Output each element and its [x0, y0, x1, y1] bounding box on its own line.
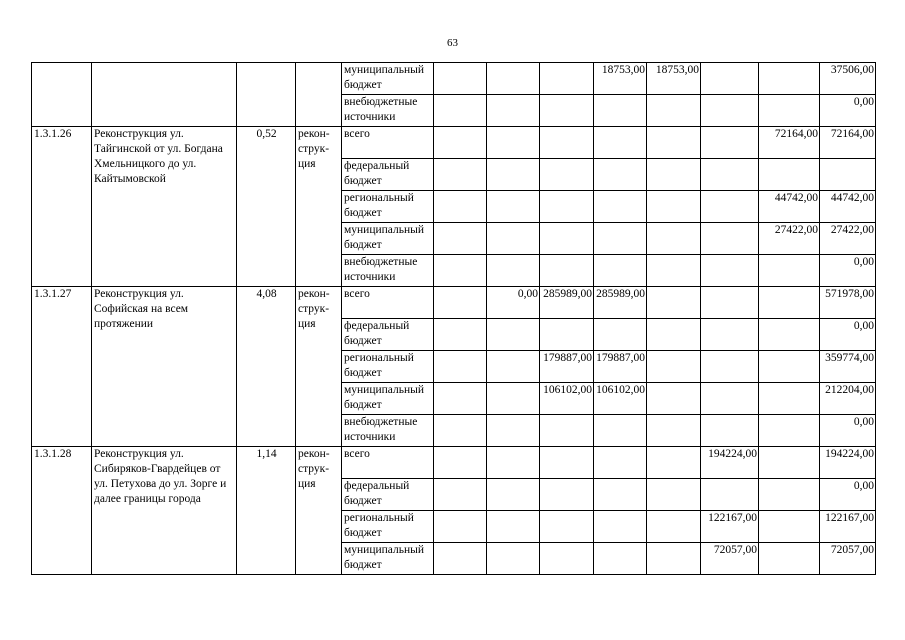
value-cell	[434, 479, 487, 511]
value-cell	[487, 511, 540, 543]
funding-source-cell: региональный бюджет	[342, 511, 434, 543]
value-cell	[434, 383, 487, 415]
value-cell: 18753,00	[647, 63, 701, 95]
value-cell	[701, 383, 759, 415]
funding-source-cell: муниципальный бюджет	[342, 543, 434, 575]
value-cell	[434, 415, 487, 447]
value-cell: 179887,00	[594, 351, 647, 383]
value-cell	[701, 415, 759, 447]
length-cell	[237, 63, 296, 127]
value-cell	[759, 447, 820, 479]
value-cell	[759, 319, 820, 351]
value-cell: 18753,00	[594, 63, 647, 95]
value-cell	[759, 255, 820, 287]
value-cell	[594, 511, 647, 543]
value-cell	[759, 351, 820, 383]
work-type-cell: рекон-струк-ция	[296, 447, 342, 575]
value-cell: 44742,00	[820, 191, 876, 223]
funding-source-cell: федеральный бюджет	[342, 479, 434, 511]
funding-source-cell: муниципальный бюджет	[342, 63, 434, 95]
value-cell	[434, 159, 487, 191]
value-cell	[701, 159, 759, 191]
value-cell: 37506,00	[820, 63, 876, 95]
value-cell	[540, 191, 594, 223]
table-row	[32, 127, 876, 159]
value-cell	[540, 127, 594, 159]
value-cell: 122167,00	[820, 511, 876, 543]
work-type-cell: рекон-струк-ция	[296, 287, 342, 447]
value-cell	[647, 383, 701, 415]
value-cell: 194224,00	[820, 447, 876, 479]
value-cell	[701, 319, 759, 351]
funding-source-cell: региональный бюджет	[342, 191, 434, 223]
value-cell	[647, 511, 701, 543]
value-cell: 72164,00	[759, 127, 820, 159]
value-cell: 571978,00	[820, 287, 876, 319]
value-cell	[759, 511, 820, 543]
length-cell: 0,52	[237, 127, 296, 287]
funding-source-cell: внебюджетные источники	[342, 415, 434, 447]
funding-source-cell: внебюджетные источники	[342, 95, 434, 127]
value-cell	[434, 95, 487, 127]
value-cell	[759, 479, 820, 511]
value-cell: 27422,00	[820, 223, 876, 255]
value-cell	[647, 479, 701, 511]
value-cell	[647, 447, 701, 479]
value-cell	[487, 479, 540, 511]
value-cell	[594, 95, 647, 127]
value-cell	[487, 383, 540, 415]
value-cell	[701, 479, 759, 511]
value-cell	[594, 319, 647, 351]
value-cell: 106102,00	[594, 383, 647, 415]
value-cell: 72057,00	[701, 543, 759, 575]
value-cell	[487, 447, 540, 479]
value-cell: 179887,00	[540, 351, 594, 383]
name-cell: Реконструкция ул. Сибиряков-Гвардейцев от ул. Петухова до ул. Зорге и далее границы города	[92, 447, 237, 575]
funding-source-cell: муниципальный бюджет	[342, 223, 434, 255]
value-cell: 285989,00	[540, 287, 594, 319]
value-cell	[594, 223, 647, 255]
value-cell	[701, 191, 759, 223]
value-cell	[701, 351, 759, 383]
value-cell	[487, 191, 540, 223]
value-cell	[487, 543, 540, 575]
value-cell	[594, 415, 647, 447]
value-cell	[540, 223, 594, 255]
value-cell	[594, 543, 647, 575]
value-cell	[759, 287, 820, 319]
name-cell: Реконструкция ул. Тайгинской от ул. Богдана Хмельницкого до ул. Кайтымовской	[92, 127, 237, 287]
value-cell: 0,00	[487, 287, 540, 319]
value-cell	[540, 95, 594, 127]
value-cell	[647, 351, 701, 383]
value-cell	[487, 351, 540, 383]
value-cell	[540, 255, 594, 287]
value-cell	[487, 159, 540, 191]
code-cell	[32, 63, 92, 127]
value-cell	[434, 319, 487, 351]
value-cell	[647, 543, 701, 575]
value-cell	[759, 383, 820, 415]
value-cell: 285989,00	[594, 287, 647, 319]
value-cell	[487, 127, 540, 159]
value-cell	[594, 447, 647, 479]
value-cell	[487, 223, 540, 255]
value-cell: 122167,00	[701, 511, 759, 543]
value-cell	[487, 415, 540, 447]
value-cell: 0,00	[820, 255, 876, 287]
value-cell	[594, 159, 647, 191]
value-cell	[701, 63, 759, 95]
value-cell	[647, 415, 701, 447]
value-cell	[701, 127, 759, 159]
value-cell	[487, 255, 540, 287]
value-cell	[647, 287, 701, 319]
value-cell	[540, 479, 594, 511]
length-cell: 4,08	[237, 287, 296, 447]
value-cell	[647, 191, 701, 223]
value-cell: 359774,00	[820, 351, 876, 383]
funding-source-cell: всего	[342, 127, 434, 159]
value-cell	[701, 255, 759, 287]
value-cell	[701, 287, 759, 319]
value-cell	[647, 255, 701, 287]
value-cell	[434, 511, 487, 543]
table-row	[32, 447, 876, 479]
name-cell: Реконструкция ул. Софийская на всем протяжении	[92, 287, 237, 447]
value-cell	[647, 319, 701, 351]
value-cell: 194224,00	[701, 447, 759, 479]
value-cell: 0,00	[820, 319, 876, 351]
page-number: 63	[447, 37, 458, 49]
value-cell: 72057,00	[820, 543, 876, 575]
value-cell	[594, 255, 647, 287]
value-cell: 27422,00	[759, 223, 820, 255]
value-cell	[701, 95, 759, 127]
value-cell	[647, 127, 701, 159]
value-cell	[540, 415, 594, 447]
value-cell	[594, 191, 647, 223]
value-cell: 44742,00	[759, 191, 820, 223]
value-cell	[487, 63, 540, 95]
value-cell	[540, 511, 594, 543]
value-cell	[594, 127, 647, 159]
code-cell: 1.3.1.27	[32, 287, 92, 447]
funding-source-cell: региональный бюджет	[342, 351, 434, 383]
funding-source-cell: всего	[342, 287, 434, 319]
value-cell	[820, 159, 876, 191]
value-cell	[701, 223, 759, 255]
value-cell	[647, 95, 701, 127]
funding-source-cell: внебюджетные источники	[342, 255, 434, 287]
value-cell	[540, 447, 594, 479]
value-cell: 72164,00	[820, 127, 876, 159]
work-type-cell: рекон-струк-ция	[296, 127, 342, 287]
value-cell	[434, 287, 487, 319]
value-cell	[434, 63, 487, 95]
value-cell	[434, 255, 487, 287]
value-cell	[759, 63, 820, 95]
value-cell	[434, 191, 487, 223]
value-cell	[434, 223, 487, 255]
value-cell	[759, 159, 820, 191]
value-cell	[759, 415, 820, 447]
value-cell	[647, 223, 701, 255]
value-cell	[540, 543, 594, 575]
value-cell: 0,00	[820, 415, 876, 447]
table-row	[32, 63, 876, 95]
value-cell	[594, 479, 647, 511]
code-cell: 1.3.1.26	[32, 127, 92, 287]
value-cell	[540, 63, 594, 95]
value-cell	[647, 159, 701, 191]
funding-source-cell: федеральный бюджет	[342, 319, 434, 351]
funding-source-cell: федеральный бюджет	[342, 159, 434, 191]
value-cell	[434, 543, 487, 575]
work-type-cell	[296, 63, 342, 127]
length-cell: 1,14	[237, 447, 296, 575]
table-row	[32, 287, 876, 319]
value-cell	[540, 319, 594, 351]
name-cell	[92, 63, 237, 127]
value-cell	[434, 127, 487, 159]
code-cell: 1.3.1.28	[32, 447, 92, 575]
budget-table	[31, 62, 876, 575]
value-cell	[434, 447, 487, 479]
value-cell	[540, 159, 594, 191]
value-cell	[759, 543, 820, 575]
value-cell: 0,00	[820, 95, 876, 127]
value-cell	[434, 351, 487, 383]
value-cell	[487, 319, 540, 351]
funding-source-cell: всего	[342, 447, 434, 479]
value-cell: 212204,00	[820, 383, 876, 415]
value-cell	[759, 95, 820, 127]
value-cell	[487, 95, 540, 127]
value-cell: 0,00	[820, 479, 876, 511]
funding-source-cell: муниципальный бюджет	[342, 383, 434, 415]
value-cell: 106102,00	[540, 383, 594, 415]
